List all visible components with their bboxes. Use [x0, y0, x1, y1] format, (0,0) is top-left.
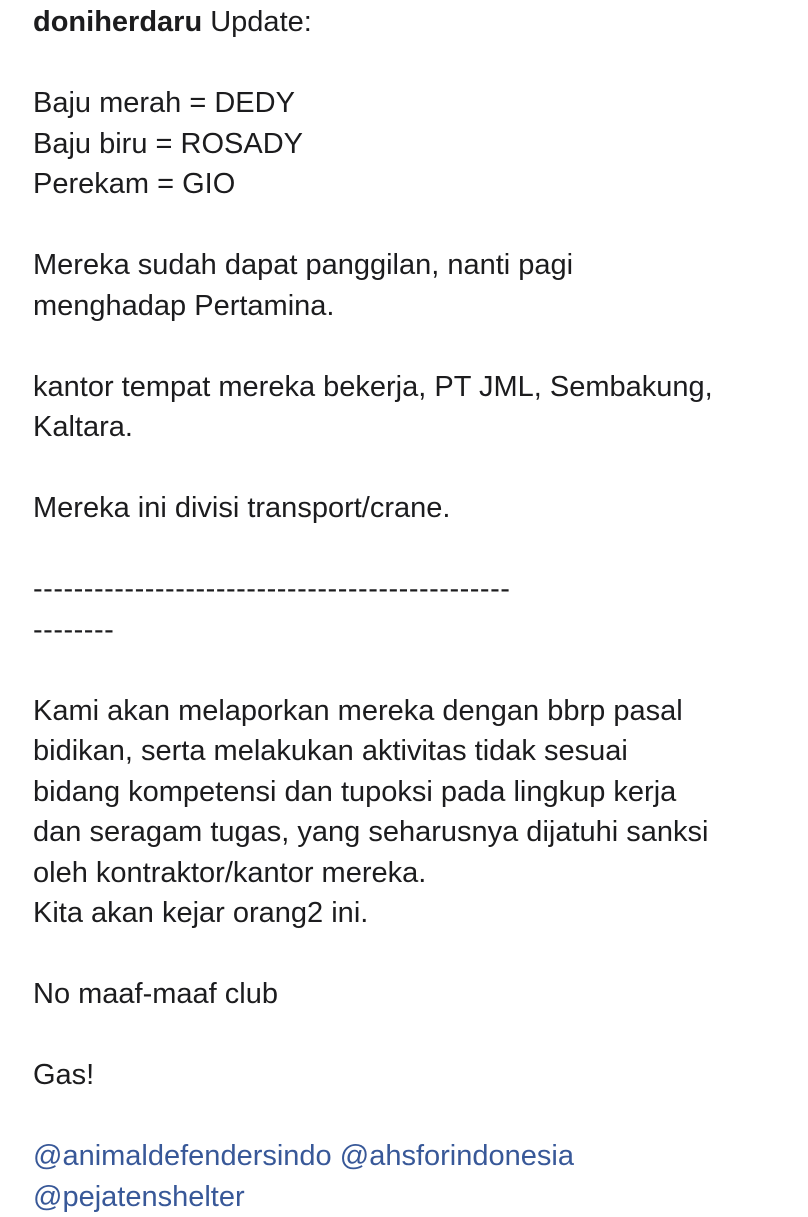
- paragraph-line: No maaf-maaf club: [33, 974, 793, 1015]
- paragraph-line: Kita akan kejar orang2 ini.: [33, 893, 793, 934]
- mentions-line: [33, 1177, 793, 1217]
- paragraph-line: Kami akan melaporkan mereka dengan bbrp pasal: [33, 691, 793, 732]
- paragraph-line: oleh kontraktor/kantor mereka.: [33, 853, 793, 894]
- mention-link[interactable]: @ahsforindonesia: [340, 1140, 574, 1172]
- paragraph-line: Mereka sudah dapat panggilan, nanti pagi: [33, 245, 793, 286]
- paragraph-line: Kaltara.: [33, 407, 793, 448]
- spacer: [33, 934, 793, 975]
- identity-line: Perekam = GIO: [33, 164, 793, 205]
- spacer: [33, 1096, 793, 1137]
- spacer: [33, 529, 793, 570]
- divider-line: -----------------------------------------------: [33, 569, 793, 610]
- paragraph-line: bidang kompetensi dan tupoksi pada lingkup kerja: [33, 772, 793, 813]
- spacer: [33, 326, 793, 367]
- spacer: [33, 43, 793, 84]
- paragraph-line: dan seragam tugas, yang seharusnya dijatuhi sanksi: [33, 812, 793, 853]
- spacer: [33, 650, 793, 691]
- username[interactable]: doniherdaru: [33, 6, 202, 38]
- identity-line: Baju merah = DEDY: [33, 83, 793, 124]
- paragraph-line: bidikan, serta melakukan aktivitas tidak sesuai: [33, 731, 793, 772]
- mentions-line: [33, 1136, 793, 1177]
- post-caption: [0, 2, 793, 1217]
- divider-line: --------: [33, 610, 793, 651]
- mention-link[interactable]: @pejatenshelter: [33, 1181, 245, 1213]
- spacer: [33, 1015, 793, 1056]
- spacer: [33, 205, 793, 246]
- mention-link[interactable]: @animaldefendersindo: [33, 1140, 332, 1172]
- paragraph-line: Gas!: [33, 1055, 793, 1096]
- identity-line: Baju biru = ROSADY: [33, 124, 793, 165]
- paragraph-line: menghadap Pertamina.: [33, 286, 793, 327]
- paragraph-line: Mereka ini divisi transport/crane.: [33, 488, 793, 529]
- spacer: [33, 448, 793, 489]
- caption-intro: Update:: [210, 6, 312, 38]
- paragraph-line: kantor tempat mereka bekerja, PT JML, Sembakung,: [33, 367, 793, 408]
- caption-header: [33, 2, 793, 43]
